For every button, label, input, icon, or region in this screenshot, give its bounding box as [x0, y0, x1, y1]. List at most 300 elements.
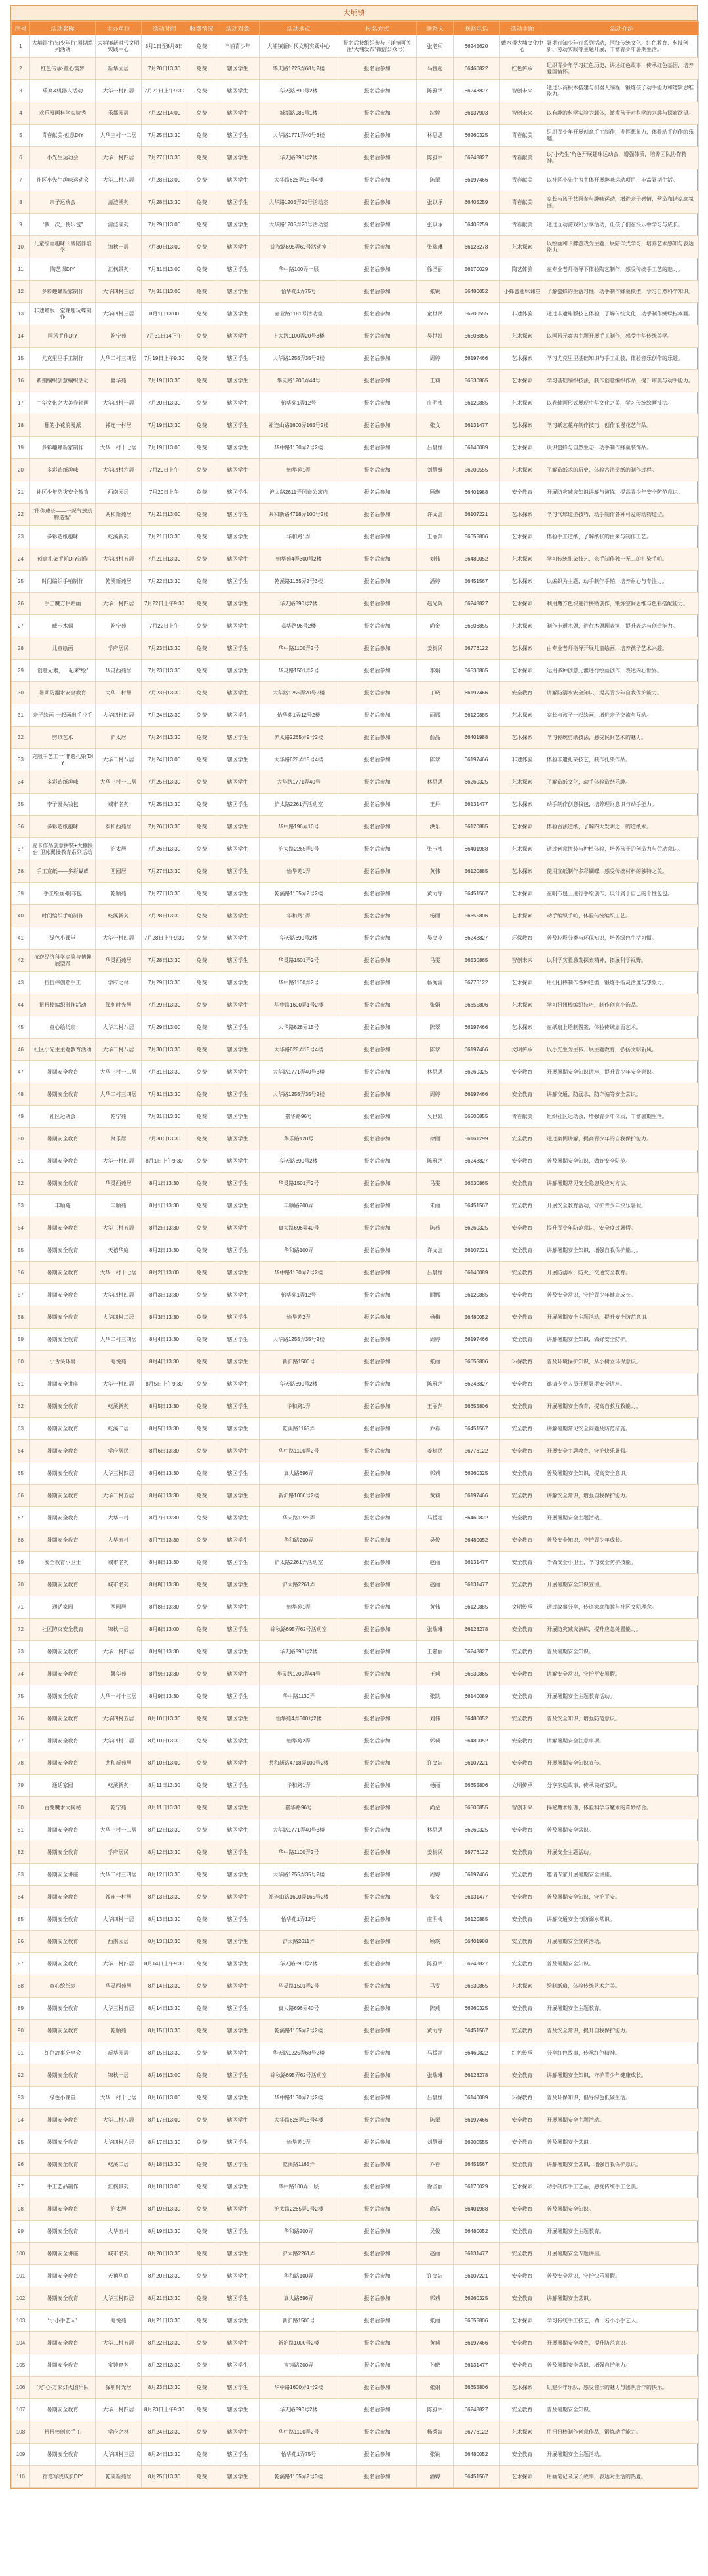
cell-contact: 刘慧妍 [417, 459, 454, 481]
table-row [12, 1507, 699, 1529]
cell-fee: 免费 [187, 1418, 216, 1440]
cell-org: 学府居民 [96, 637, 142, 660]
cell-theme: 智创未来 [500, 80, 545, 102]
cell-time: 7月21日13:00 [142, 504, 187, 526]
cell-theme: 安全教育 [500, 1284, 545, 1306]
cell-place: 华灵路1501弄2号 [260, 950, 338, 972]
table-row [12, 637, 699, 660]
cell-fee: 免费 [187, 1284, 216, 1306]
cell-no: 83 [12, 1864, 30, 1886]
cell-contact: 张老师 [417, 35, 454, 58]
cell-phone: 66197466 [454, 1083, 500, 1106]
cell-no: 35 [12, 794, 30, 816]
cell-theme: 非遗体验 [500, 749, 545, 771]
cell-time: 8月8日13:00 [142, 1619, 187, 1641]
cell-signup: 报名后参加 [338, 1685, 417, 1708]
cell-target: 辖区学生 [216, 1998, 260, 2020]
cell-name: 暑期安全教育 [30, 1128, 96, 1150]
cell-contact: 杨丽 [417, 1775, 454, 1797]
cell-theme: 安全教育 [500, 1128, 545, 1150]
cell-intro: 讲解暑期安全知识，守护青少年健康成长。 [545, 2064, 699, 2087]
cell-fee: 免费 [187, 1016, 216, 1039]
cell-target: 辖区学生 [216, 548, 260, 571]
cell-time: 8月25日13:30 [142, 2466, 187, 2488]
cell-name: 暑期安全教育 [30, 1998, 96, 2020]
cell-signup: 报名后参加 [338, 2377, 417, 2399]
cell-name: 手工宣纸——多彩蝴蝶 [30, 860, 96, 883]
cell-fee: 免费 [187, 348, 216, 370]
cell-phone: 66197466 [454, 1039, 500, 1061]
cell-phone: 56530865 [454, 370, 500, 392]
cell-theme: 安全教育 [500, 2198, 545, 2221]
cell-intro: 开展暑期安全教育，提升防范意识。 [545, 2332, 699, 2354]
cell-intro: 提升青少年防范意识，安全度过暑假。 [545, 1217, 699, 1239]
cell-phone: 56655806 [454, 994, 500, 1016]
cell-intro: 通过案例讲解，提高青少年的自我保护能力。 [545, 1128, 699, 1150]
cell-no: 104 [12, 2332, 30, 2354]
cell-phone: 66140089 [454, 2087, 500, 2109]
cell-theme: 安全教育 [500, 1752, 545, 1775]
header-org: 主办单位 [96, 22, 142, 35]
cell-fee: 免费 [187, 258, 216, 281]
cell-target: 辖区学生 [216, 1507, 260, 1529]
cell-name: 童心绘纸扇 [30, 1975, 96, 1998]
cell-signup: 报名后参加 [338, 2087, 417, 2109]
cell-name: 暑期安全教育 [30, 1708, 96, 1730]
header-phone: 联系电话 [454, 22, 500, 35]
cell-org: 乾溪新苑 [96, 905, 142, 927]
cell-place: 华灵路1200弄44号 [260, 370, 338, 392]
cell-target: 辖区学生 [216, 883, 260, 905]
cell-intro: 认识蜜蜂与自然生态，动手制作蜂巢装饰品。 [545, 437, 699, 459]
table-row [12, 2020, 699, 2042]
cell-place: 丰顺路200弄 [260, 1195, 338, 1217]
cell-time: 7月31日13:30 [142, 1106, 187, 1128]
cell-contact: 马雯 [417, 1975, 454, 1998]
cell-fee: 免费 [187, 1596, 216, 1619]
cell-no: 72 [12, 1619, 30, 1641]
cell-target: 辖区学生 [216, 2042, 260, 2064]
cell-no: 29 [12, 660, 30, 682]
cell-time: 7月20日上午 [142, 459, 187, 481]
cell-intro: 用画笔记录成长故事，表达对生活的热爱。 [545, 2466, 699, 2488]
cell-target: 辖区学生 [216, 1864, 260, 1886]
cell-theme: 文明传承 [500, 1775, 545, 1797]
cell-target: 辖区学生 [216, 2020, 260, 2042]
cell-org: 大华二村居 [96, 682, 142, 704]
cell-place: 大华路1771弄40号 [260, 771, 338, 794]
table-row [12, 1641, 699, 1663]
cell-no: 6 [12, 147, 30, 169]
cell-time: 8月15日13:30 [142, 2020, 187, 2042]
cell-no: 12 [12, 281, 30, 303]
cell-time: 8月1日至8月8日 [142, 35, 187, 58]
cell-place: 大华路1771弄40号3楼 [260, 125, 338, 147]
cell-target: 辖区学生 [216, 1039, 260, 1061]
cell-time: 7月19日上午9:30 [142, 348, 187, 370]
cell-contact: 赵丽 [417, 2243, 454, 2265]
cell-org: 锦秋一居 [96, 236, 142, 258]
cell-intro: 了解造纸术的历史，体验古法造纸的制作过程。 [545, 459, 699, 481]
cell-theme: 安全教育 [500, 1998, 545, 2020]
cell-time: 8月17日13:00 [142, 2109, 187, 2131]
cell-org: 大华四村四居 [96, 1284, 142, 1306]
cell-name: 红色故事分享会 [30, 2042, 96, 2064]
cell-target: 辖区学生 [216, 950, 260, 972]
cell-name: 多彩造纸趣味 [30, 816, 96, 838]
cell-signup: 报名后参加 [338, 80, 417, 102]
cell-signup: 报名后参加 [338, 1507, 417, 1529]
cell-theme: 艺术探索 [500, 348, 545, 370]
table-row [12, 593, 699, 615]
cell-phone: 56530865 [454, 950, 500, 972]
cell-place: 新沪路1500号 [260, 1351, 338, 1373]
cell-theme: 艺术探索 [500, 236, 545, 258]
cell-phone: 56120885 [454, 392, 500, 414]
cell-fee: 免费 [187, 58, 216, 80]
cell-signup: 报名后参加 [338, 414, 417, 437]
cell-place: 华灵路1501弄2号 [260, 660, 338, 682]
cell-contact: 黄伟 [417, 860, 454, 883]
cell-time: 7月27日13:30 [142, 147, 187, 169]
cell-time: 8月12日13:30 [142, 1864, 187, 1886]
cell-fee: 免费 [187, 2466, 216, 2488]
cell-intro: 以卷轴画形式展现中华文化之美，学习传统绘画技法。 [545, 392, 699, 414]
cell-no: 80 [12, 1797, 30, 1819]
cell-intro: 了解造纸文化，动手体验造纸乐趣。 [545, 771, 699, 794]
cell-signup: 报名后参加 [338, 459, 417, 481]
cell-signup: 报名后参加 [338, 2310, 417, 2332]
cell-intro: 讲解暑期安全常识。 [545, 2287, 699, 2310]
cell-phone: 56776122 [454, 972, 500, 994]
cell-org: 天禧华庭 [96, 1239, 142, 1262]
cell-signup: 报名后参加 [338, 1864, 417, 1886]
cell-org: 大华二村八居 [96, 169, 142, 191]
cell-name: 暑期安全讲座 [30, 2243, 96, 2265]
cell-phone: 56480052 [454, 548, 500, 571]
cell-name: 暑期防溺水安全教育 [30, 682, 96, 704]
cell-name: 抗逆经济科学实验与情趣展望馆 [30, 950, 96, 972]
cell-org: 乾溪二居 [96, 1418, 142, 1440]
cell-theme: 安全教育 [500, 2131, 545, 2154]
cell-place: 华天路890号2楼 [260, 1373, 338, 1396]
cell-intro: 开展暑期安全宣传活动。 [545, 1931, 699, 1953]
cell-contact: 庄明梅 [417, 392, 454, 414]
cell-place: 锦秋路695弄62号活动室 [260, 236, 338, 258]
cell-org: 新华园居 [96, 2042, 142, 2064]
cell-name: 国风手作DIY [30, 325, 96, 348]
cell-name: 暑期安全教育 [30, 1819, 96, 1841]
cell-theme: 艺术探索 [500, 637, 545, 660]
cell-place: 怡华苑1弄75号 [260, 281, 338, 303]
cell-intro: 开展防灾减灾演练，提升应急处置能力。 [545, 1619, 699, 1641]
cell-no: 95 [12, 2131, 30, 2154]
cell-intro: 普及暑期安全知识。 [545, 2198, 699, 2221]
table-row [12, 704, 699, 727]
cell-theme: 环保教育 [500, 927, 545, 950]
cell-org: 乾溪新苑居 [96, 571, 142, 593]
cell-phone: 56480052 [454, 1730, 500, 1752]
cell-contact: 马援超 [417, 58, 454, 80]
cell-contact: 徐丽 [417, 1128, 454, 1150]
cell-fee: 免费 [187, 2198, 216, 2221]
cell-signup: 报名后参加 [338, 727, 417, 749]
cell-name: 社区小先生趣味运动会 [30, 169, 96, 191]
cell-place: 大华路1771弄40号3楼 [260, 1819, 338, 1841]
table-row [12, 1775, 699, 1797]
table-row [12, 2421, 699, 2444]
cell-place: 大华路628弄15号4楼 [260, 2109, 338, 2131]
cell-contact: 刘慧妍 [417, 2131, 454, 2154]
cell-place: 沪太路2611弄 [260, 1931, 338, 1953]
cell-no: 34 [12, 771, 30, 794]
cell-signup: 报名后参加 [338, 2243, 417, 2265]
cell-fee: 免费 [187, 994, 216, 1016]
cell-phone: 56506855 [454, 325, 500, 348]
cell-fee: 免费 [187, 637, 216, 660]
cell-contact: 俞晶 [417, 727, 454, 749]
cell-intro: 运用多种创意元素进行绘画创作，表达内心世界。 [545, 660, 699, 682]
cell-no: 32 [12, 727, 30, 749]
cell-contact: 洪乐 [417, 816, 454, 838]
cell-target: 辖区学生 [216, 1016, 260, 1039]
cell-contact: 丽娜 [417, 704, 454, 727]
cell-org: 天禧华庭 [96, 2265, 142, 2287]
cell-phone: 56480052 [454, 281, 500, 303]
cell-phone: 56120885 [454, 1284, 500, 1306]
cell-signup: 报名后参加 [338, 816, 417, 838]
table-row [12, 1529, 699, 1552]
cell-org: 大华四村五居 [96, 548, 142, 571]
cell-signup: 报名后参加 [338, 771, 417, 794]
cell-no: 93 [12, 2087, 30, 2109]
cell-place: 锦秋路695弄62号活动室 [260, 2064, 338, 2087]
cell-phone: 56655806 [454, 1351, 500, 1373]
cell-org: 大华二村三四居 [96, 1864, 142, 1886]
cell-target: 辖区学生 [216, 325, 260, 348]
cell-theme: 安全教育 [500, 1440, 545, 1462]
cell-target: 辖区学生 [216, 1975, 260, 1998]
cell-no: 33 [12, 749, 30, 771]
cell-time: 7月21日13:30 [142, 526, 187, 548]
cell-contact: 张娟 [417, 2377, 454, 2399]
cell-time: 8月6日13:30 [142, 1485, 187, 1507]
cell-no: 94 [12, 2109, 30, 2131]
table-row [12, 1574, 699, 1596]
cell-signup: 报名后参加 [338, 548, 417, 571]
cell-target: 辖区学生 [216, 1462, 260, 1485]
cell-no: 27 [12, 615, 30, 637]
cell-org: 共和新苑居 [96, 1752, 142, 1775]
table-row [12, 1931, 699, 1953]
cell-fee: 免费 [187, 1641, 216, 1663]
cell-time: 7月29日13:30 [142, 972, 187, 994]
cell-target: 辖区学生 [216, 1708, 260, 1730]
table-row [12, 1373, 699, 1396]
cell-org: 大华四村三居 [96, 2444, 142, 2466]
cell-org: 大华三村四居 [96, 2287, 142, 2310]
cell-contact: 黄莉 [417, 1485, 454, 1507]
table-row [12, 2265, 699, 2287]
cell-place: 真大路696弄40号 [260, 1217, 338, 1239]
cell-theme: 安全教育 [500, 1507, 545, 1529]
cell-no: 68 [12, 1529, 30, 1552]
cell-contact: 杨秀清 [417, 2421, 454, 2444]
cell-org: 大华四村六居 [96, 2131, 142, 2154]
cell-target: 辖区学生 [216, 191, 260, 214]
cell-time: 7月29日13:00 [142, 214, 187, 236]
cell-intro: 揭秘魔术原理，体验科学与魔术的奇妙结合。 [545, 1797, 699, 1819]
cell-phone: 56131477 [454, 2243, 500, 2265]
cell-signup: 报名后参加 [338, 236, 417, 258]
cell-target: 辖区学生 [216, 1619, 260, 1641]
cell-no: 65 [12, 1462, 30, 1485]
cell-name: 暑期安全教育 [30, 1284, 96, 1306]
cell-contact: 王莉 [417, 370, 454, 392]
cell-time: 8月23日上午9:30 [142, 2399, 187, 2421]
cell-name: 暑期安全教育 [30, 1841, 96, 1864]
cell-target: 辖区学生 [216, 1306, 260, 1329]
cell-no: 67 [12, 1507, 30, 1529]
cell-fee: 免费 [187, 2154, 216, 2176]
cell-contact: 王丽萍 [417, 1396, 454, 1418]
cell-target: 辖区学生 [216, 1195, 260, 1217]
cell-name: 暑期安全教育 [30, 2221, 96, 2243]
cell-time: 8月4日13:30 [142, 1329, 187, 1351]
cell-no: 48 [12, 1083, 30, 1106]
cell-fee: 免费 [187, 481, 216, 504]
cell-phone: 66248827 [454, 1953, 500, 1975]
cell-phone: 66197466 [454, 1864, 500, 1886]
cell-intro: 学习传统扎染技艺，亲手制作独一无二的扎染手帕。 [545, 548, 699, 571]
cell-org: 大华一村 [96, 1507, 142, 1529]
cell-name: 克服手艺工一“非遗扎染”DIY [30, 749, 96, 771]
cell-no: 92 [12, 2064, 30, 2087]
cell-intro: 开展安全主题教育，守护快乐暑假。 [545, 1440, 699, 1462]
cell-signup: 报名后参加 [338, 214, 417, 236]
cell-signup: 报名后参加 [338, 1239, 417, 1262]
table-row [12, 2198, 699, 2221]
cell-intro: 家长与孩子一起绘画，增进亲子交流与互动。 [545, 704, 699, 727]
cell-intro: 开展暑期安全主题活动，提升安全防范意识。 [545, 1306, 699, 1329]
cell-place: 真大路696弄40号 [260, 1998, 338, 2020]
cell-no: 3 [12, 80, 30, 102]
cell-name: 暑期安全教育 [30, 1440, 96, 1462]
cell-name: 暑期安全教育 [30, 2265, 96, 2287]
cell-phone: 66197466 [454, 749, 500, 771]
cell-phone: 66128278 [454, 236, 500, 258]
cell-contact: 林思思 [417, 771, 454, 794]
cell-theme: 安全教育 [500, 1262, 545, 1284]
cell-signup: 报名后参加 [338, 1529, 417, 1552]
cell-place: 华灵路1501弄2号 [260, 1173, 338, 1195]
table-row [12, 1396, 699, 1418]
cell-name: 社区少年防灾安全教育 [30, 481, 96, 504]
cell-phone: 66197466 [454, 348, 500, 370]
cell-theme: 艺术探索 [500, 771, 545, 794]
cell-time: 7月22日13:30 [142, 571, 187, 593]
cell-theme: 安全教育 [500, 2444, 545, 2466]
table-row [12, 1953, 699, 1975]
cell-name: 暑期安全教育 [30, 1239, 96, 1262]
cell-intro: 讲解防溺水安全知识，提高青少年自我保护能力。 [545, 682, 699, 704]
cell-place: 沪太路2261弄活动室 [260, 1552, 338, 1574]
cell-signup: 报名后参加 [338, 2265, 417, 2287]
cell-phone: 66401988 [454, 1931, 500, 1953]
cell-signup: 报名后参加 [338, 1841, 417, 1864]
cell-theme: 艺术探索 [500, 794, 545, 816]
cell-theme: 陶艺体验 [500, 258, 545, 281]
cell-place: 大埔镇新时代文明实践中心 [260, 35, 338, 58]
cell-target: 辖区学生 [216, 794, 260, 816]
cell-signup: 报名后参加 [338, 1752, 417, 1775]
cell-theme: 艺术探索 [500, 548, 545, 571]
cell-contact: 黄力宇 [417, 883, 454, 905]
cell-phone: 66197466 [454, 1485, 500, 1507]
table-row [12, 1173, 699, 1195]
cell-fee: 免费 [187, 883, 216, 905]
cell-signup: 报名后参加 [338, 1329, 417, 1351]
cell-signup: 报名后参加 [338, 1173, 417, 1195]
cell-org: 聚乐居 [96, 1128, 142, 1150]
cell-target: 辖区学生 [216, 860, 260, 883]
cell-time: 7月30日13:00 [142, 236, 187, 258]
cell-name: “小小手艺人” [30, 2310, 96, 2332]
cell-place: 乾溪路1165弄2号2楼 [260, 883, 338, 905]
cell-target: 辖区学生 [216, 348, 260, 370]
cell-org: 大华一村十七居 [96, 2087, 142, 2109]
cell-contact: 张玉梅 [417, 838, 454, 860]
table-row [12, 1284, 699, 1306]
cell-place: 华中路1100弄2号 [260, 1440, 338, 1462]
cell-fee: 免费 [187, 1039, 216, 1061]
cell-intro: 普及暑期安全知识，守护平安。 [545, 1886, 699, 1908]
cell-target: 辖区学生 [216, 727, 260, 749]
cell-name: 暑期安全教育 [30, 2444, 96, 2466]
cell-phone: 56120885 [454, 704, 500, 727]
cell-theme: 红色传承 [500, 2042, 545, 2064]
cell-org: 宝铸嘉苑 [96, 2354, 142, 2377]
cell-phone: 66140089 [454, 1262, 500, 1284]
cell-no: 13 [12, 303, 30, 325]
cell-theme: 安全教育 [500, 2265, 545, 2287]
cell-phone: 56170029 [454, 2176, 500, 2198]
cell-place: 华中路1130弄7号2楼 [260, 437, 338, 459]
cell-theme: 环保教育 [500, 1351, 545, 1373]
cell-theme: 青春献美 [500, 125, 545, 147]
table-row [12, 1239, 699, 1262]
cell-theme: 艺术探索 [500, 325, 545, 348]
cell-intro: 体验古法造纸，了解四大发明之一的造纸术。 [545, 816, 699, 838]
cell-no: 82 [12, 1841, 30, 1864]
cell-target: 辖区学生 [216, 1396, 260, 1418]
cell-intro: 学习气球造型技巧，动手制作各种可爱的动物造型。 [545, 504, 699, 526]
cell-contact: 吕晨媛 [417, 1262, 454, 1284]
cell-target: 辖区学生 [216, 771, 260, 794]
cell-phone: 66401988 [454, 481, 500, 504]
cell-time: 8月12日13:30 [142, 1819, 187, 1841]
cell-org: 大华一村四居 [96, 1641, 142, 1663]
cell-name: 翻的小花浪漫派 [30, 414, 96, 437]
cell-theme: 艺术探索 [500, 660, 545, 682]
cell-fee: 免费 [187, 1485, 216, 1507]
cell-intro: 了解蜜蜂的生活习性，动手制作蜂巢模型，学习自然科学知识。 [545, 281, 699, 303]
cell-signup: 报名后参加 [338, 2354, 417, 2377]
cell-target: 辖区学生 [216, 2466, 260, 2488]
cell-place: 怡华苑4弄300号2楼 [260, 1708, 338, 1730]
cell-no: 37 [12, 838, 30, 860]
table-row [12, 794, 699, 816]
